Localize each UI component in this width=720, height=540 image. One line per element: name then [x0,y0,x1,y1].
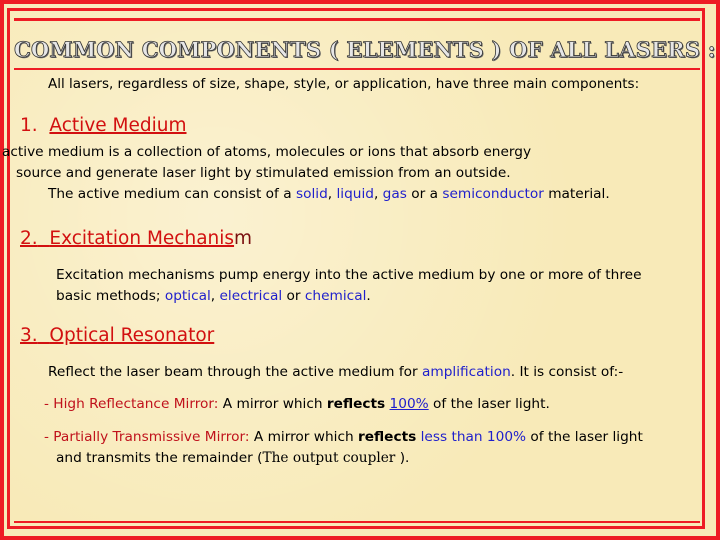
section-1-line-2: source and generate laser light by stimulated emission from an outside. [16,165,511,181]
section-3-title: Optical Resonator [49,325,215,346]
connector-text: or [282,288,305,304]
mirror-line-2-prefix: and transmits the remainder ( [56,450,263,466]
partially-transmissive-mirror-label: - Partially Transmissive Mirror: [44,429,250,445]
section-3-line-1-suffix: . It is consist of:- [510,364,624,380]
section-1-heading [20,115,187,136]
section-1-line-1: active medium is a collection of atoms, molecules or ions that absorb energy [2,144,532,160]
section-1-number: 1. [20,115,38,136]
slide-title: COMMON COMPONENTS ( ELEMENTS ) OF ALL LASERS : [14,37,716,62]
section-2-line-2-prefix: basic methods; [56,288,165,304]
title-rule-bottom [14,68,700,70]
high-reflectance-mirror-item [44,396,550,412]
partially-transmissive-mirror-line-2 [56,450,409,466]
section-1-line-3-end: material. [543,186,610,202]
section-1-line-3 [48,186,610,202]
term-optical: optical [164,288,211,304]
term-electrical: electrical [219,288,283,304]
term-reflects: reflects [358,429,417,445]
term-gas: gas [382,186,407,202]
high-reflectance-mirror-label: - High Reflectance Mirror: [44,396,219,412]
section-3-line-1 [48,364,623,380]
bottom-rule [14,521,700,523]
partially-transmissive-mirror-item [44,429,643,445]
section-1-line-3-prefix: The active medium can consist of a [48,186,296,202]
section-3-line-1-prefix: Reflect the laser beam through the active medium for [48,364,422,380]
section-2-line-2-end: . [366,288,371,304]
intro-text: All lasers, regardless of size, shape, style, or application, have three main components: [48,76,640,92]
mirror-line-2-end: ). [395,450,410,466]
title-rule-top [14,18,700,21]
section-1-title: Active Medium [49,115,187,136]
term-amplification: amplification [422,364,511,380]
section-3-heading [20,325,214,346]
term-reflects: reflects [326,396,386,412]
section-2-title: Excitation Mechanis [49,228,235,249]
term-semiconductor: semiconductor [442,186,544,202]
term-solid: solid [295,186,328,202]
connector-text: or a [406,186,443,202]
mirror-text-end: of the laser light. [428,396,550,412]
term-liquid: liquid [336,186,374,202]
section-2-line-1: Excitation mechanisms pump energy into the active medium by one or more of three [56,267,642,283]
section-2-title-rest: m [234,228,253,249]
mirror-text-end: of the laser light [526,429,643,445]
section-2-heading [20,228,252,249]
section-2-line-2 [56,288,371,304]
output-coupler-text: The output coupler [262,450,396,466]
mirror-text: A mirror which [218,396,327,412]
mirror-text: A mirror which [249,429,358,445]
term-100-percent: 100% [389,396,429,412]
separator: , [210,288,220,304]
term-chemical: chemical [304,288,367,304]
section-2-number: 2. [20,228,38,249]
section-3-number: 3. [20,325,38,346]
separator: , [373,186,383,202]
separator: , [327,186,337,202]
term-less-than-100-percent: less than 100% [420,429,527,445]
